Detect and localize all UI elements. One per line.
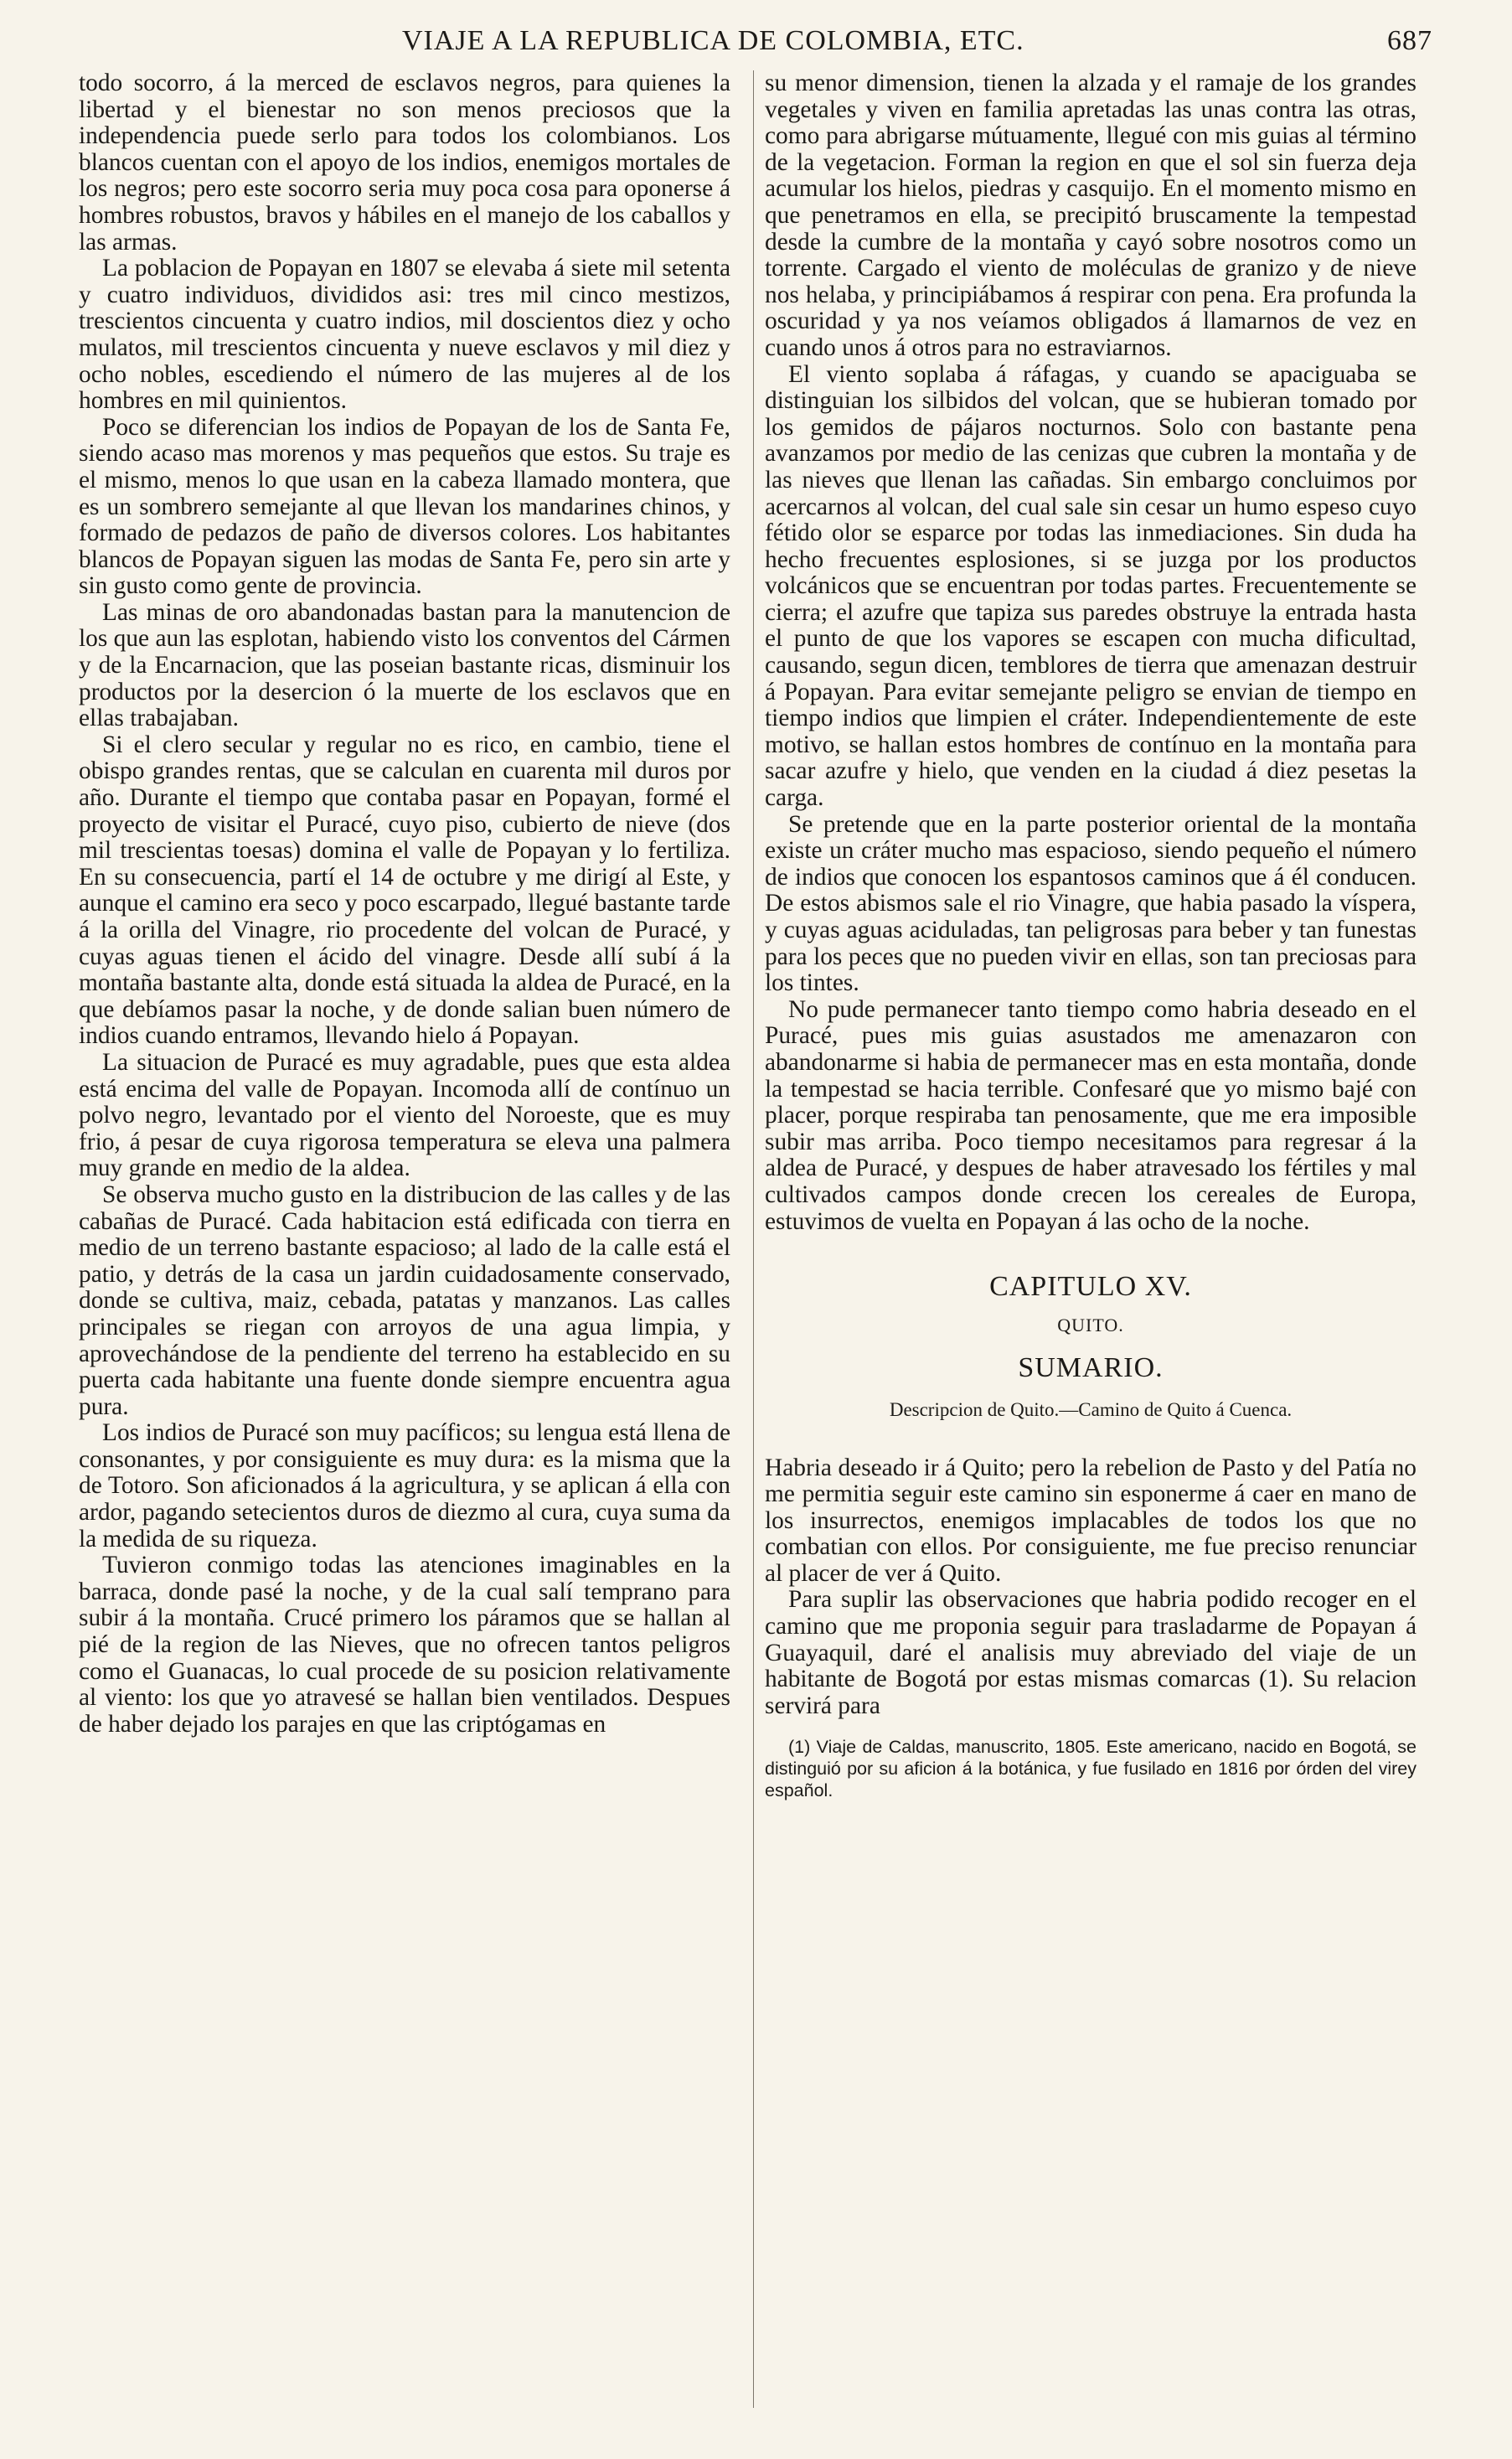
footnote: (1) Viaje de Caldas, manuscrito, 1805. Este americano, nacido en Bogotá, se distinguió por su aficion á la botánica, y fue fusilado en 1816 por órden del virey español. [765,1737,1417,1801]
paragraph: todo socorro, á la merced de esclavos negros, para quienes la libertad y el bienestar no son menos preciosos que la independencia puede serlo para todos los colombianos. Los blancos cuentan con el apoyo de los indios, enemigos mortales de los negros; pero este socorro seria muy poca cosa para oponerse á hombres robustos, bravos y hábiles en el manejo de los caballos y las armas. [79,70,730,256]
paragraph: La situacion de Puracé es muy agradable, pues que esta aldea está encima del valle de Popayan. Incomoda allí de contínuo un polvo negro, levantado por el viento del Noroeste, que es muy frio, á pesar de cuya rigorosa temperatura se eleva una palmera muy grande en medio de la aldea. [79,1048,730,1182]
right-column [765,70,1417,1801]
chapter-title: CAPITULO XV. [989,1271,1192,1303]
paragraph: Tuvieron conmigo todas las atenciones imaginables en la barraca, donde pasé la noche, y de la cual salí temprano para subir á la montaña. Crucé primero los páramos que se hallan al pié de la region de las Nieves, que no ofrecen tantos peligros como el Guanacas, lo cual procede de su posicion relativamente al viento: los que yo atravesé se hallan bien ventilados. Despues de haber dejado los parajes en que las criptógamas en [79,1552,730,1738]
chapter-heading [765,1273,1417,1423]
paragraph: Los indios de Puracé son muy pacíficos; su lengua está llena de consonantes, y por consiguiente es muy dura: es la misma que la de Totoro. Son aficionados á la agricultura, y se aplican á ella con ardor, pagando setecientos duros de diezmo al cura, cuya suma da la medida de su riqueza. [79,1419,730,1552]
summary-text: Descripcion de Quito.—Camino de Quito á Cuenca. [889,1398,1293,1420]
paragraph: Las minas de oro abandonadas bastan para la manutencion de los que aun las esplotan, habiendo visto los conventos del Cármen y de la Encarnacion, que las poseian bastante ricas, disminuir los productos por la desercion ó la muerte de los esclavos que en ellas trabajaban. [79,598,730,732]
paragraph: Habria deseado ir á Quito; pero la rebelion de Pasto y del Patía no me permitia seguir este camino sin esponerme á caer en mano de los insurrectos, enemigos implacables de todos los que no combatian con ellos. Por consiguiente, me fue preciso renunciar al placer de ver á Quito. [765,1454,1417,1587]
paragraph: Para suplir las observaciones que habria podido recoger en el camino que me proponia seguir para trasladarme de Popayan á Guayaquil, daré el analisis muy abreviado del viaje de un habitante de Bogotá por estas mismas comarcas (1). Su relacion servirá para [765,1586,1417,1719]
page-number: 687 [1387,25,1432,56]
left-column [79,70,730,1738]
paragraph: su menor dimension, tienen la alzada y el ramaje de los grandes vegetales y viven en familia apretadas las unas contra las otras, como para abrigarse mútuamente, llegué con mis guias al término de la vegetacion. Forman la region en que el sol sin fuerza deja acumular los hielos, piedras y casquijo. En el momento mismo en que penetramos en ella, se precipitó bruscamente la tempestad desde la cumbre de la montaña y cayó sobre nosotros como un torrente. Cargado el viento de moléculas de granizo y de nieve nos helaba, y principiábamos á respirar con pena. Era profunda la oscuridad y ya nos veíamos obligados á llamarnos de vez en cuando unos á otros para no estraviarnos. [765,70,1417,361]
chapter-subject: QUITO. [1057,1314,1124,1335]
running-title: VIAJE A LA REPUBLICA DE COLOMBIA, ETC. [402,25,1024,56]
paragraph: Poco se diferencian los indios de Popayan de los de Santa Fe, siendo acaso mas morenos y mas pequeños que estos. Su traje es el mismo, menos lo que usan en la cabeza llamado montera, que es un sombrero semejante al que llevan los mandarines chinos, y formado de pedazos de paño de diversos colores. Los habitantes blancos de Popayan siguen las modas de Santa Fe, pero sin arte y sin gusto como gente de provincia. [79,413,730,600]
paragraph: La poblacion de Popayan en 1807 se elevaba á siete mil setenta y cuatro individuos, divididos asi: tres mil cinco mestizos, trescientos cincuenta y cuatro indios, mil doscientos diez y ocho mulatos, mil trescientos cincuenta y nueve esclavos y mil diez y ocho nobles, escediendo el número de las mujeres al de los hombres en mil quinientos. [79,255,730,415]
summary-title: SUMARIO. [1018,1352,1164,1384]
paragraph: Se observa mucho gusto en la distribucion de las calles y de las cabañas de Puracé. Cada habitacion está edificada con tierra en medio de un terreno bastante espacioso; al lado de la calle está el patio, y detrás de la casa un jardin cuidadosamente conservado, donde se cultiva, maiz, cebada, patatas y manzanos. Las calles principales se riegan con arroyos de una agua limpia, y aprovechándose de la pendiente del terreno ha establecido en su puerta cada habitante una fuente donde siempre encuentra agua pura. [79,1180,730,1420]
paragraph: El viento soplaba á ráfagas, y cuando se apaciguaba se distinguian los silbidos del volcan, que se hubieran tomado por los gemidos de pájaros nocturnos. Solo con bastante pena avanzamos por medio de las cenizas que cubren la montaña y de las nieves que llenan las cañadas. Sin embargo concluimos por acercarnos al volcan, del cual sale sin cesar un humo espeso cuyo fétido olor se esparce por todas las inmediaciones. Sin duda ha hecho frecuentes esplosiones, si se juzga por los productos volcánicos que se encuentran por todas partes. Frecuentemente se cierra; el azufre que tapiza sus paredes obstruye la entrada hasta el punto de que los vapores se escapen con mucha dificultad, causando, segun dicen, temblores de tierra que amenazan destruir á Popayan. Para evitar semejante peligro se envian de tiempo en tiempo indios que limpien el cráter. Independientemente de este motivo, se hallan estos hombres de contínuo en la montaña para sacar azufre y hielo, que venden en la ciudad á diez pesetas la carga. [765,360,1417,812]
column-divider [753,70,754,2408]
paragraph: Si el clero secular y regular no es rico, en cambio, tiene el obispo grandes rentas, que se calculan en cuarenta mil duros por año. Durante el tiempo que contaba pasar en Popayan, formé el proyecto de visitar el Puracé, cuyo piso, cubierto de nieve (dos mil trescientas toesas) domina el valle de Popayan y lo fertiliza. En su consecuencia, partí el 14 de octubre y me dirigí al Este, y aunque el camino era seco y poco escarpado, llegué bastante tarde á la orilla del Vinagre, rio procedente del volcan de Puracé, y cuyas aguas tienen el ácido del vinagre. Desde allí subí á la montaña bastante alta, donde está situada la aldea de Puracé, en la que debíamos pasar la noche, y de donde salian buen número de indios cuando entramos, llevando hielo á Popayan. [79,731,730,1050]
paragraph: No pude permanecer tanto tiempo como habria deseado en el Puracé, pues mis guias asustados me amenazaron con abandonarme si habia de permanecer mas en esta montaña, donde la tempestad se hacia terrible. Confesaré que yo mismo bajé con placer, porque respiraba tan penosamente, que me era imposible subir mas arriba. Poco tiempo necesitamos para regresar á la aldea de Puracé, y despues de haber atravesado los fértiles y mal cultivados campos donde crecen los cereales de Europa, estuvimos de vuelta en Popayan á las ocho de la noche. [765,995,1417,1235]
paragraph: Se pretende que en la parte posterior oriental de la montaña existe un cráter mucho mas espacioso, siendo pequeño el número de indios que conocen los espantosos caminos que á él conducen. De estos abismos sale el rio Vinagre, que habia pasado la víspera, y cuyas aguas aciduladas, tan peligrosas para beber y tan funestas para los peces que no pueden vivir en ellas, son tan preciosas para los tintes. [765,810,1417,997]
page-header [402,25,1432,65]
